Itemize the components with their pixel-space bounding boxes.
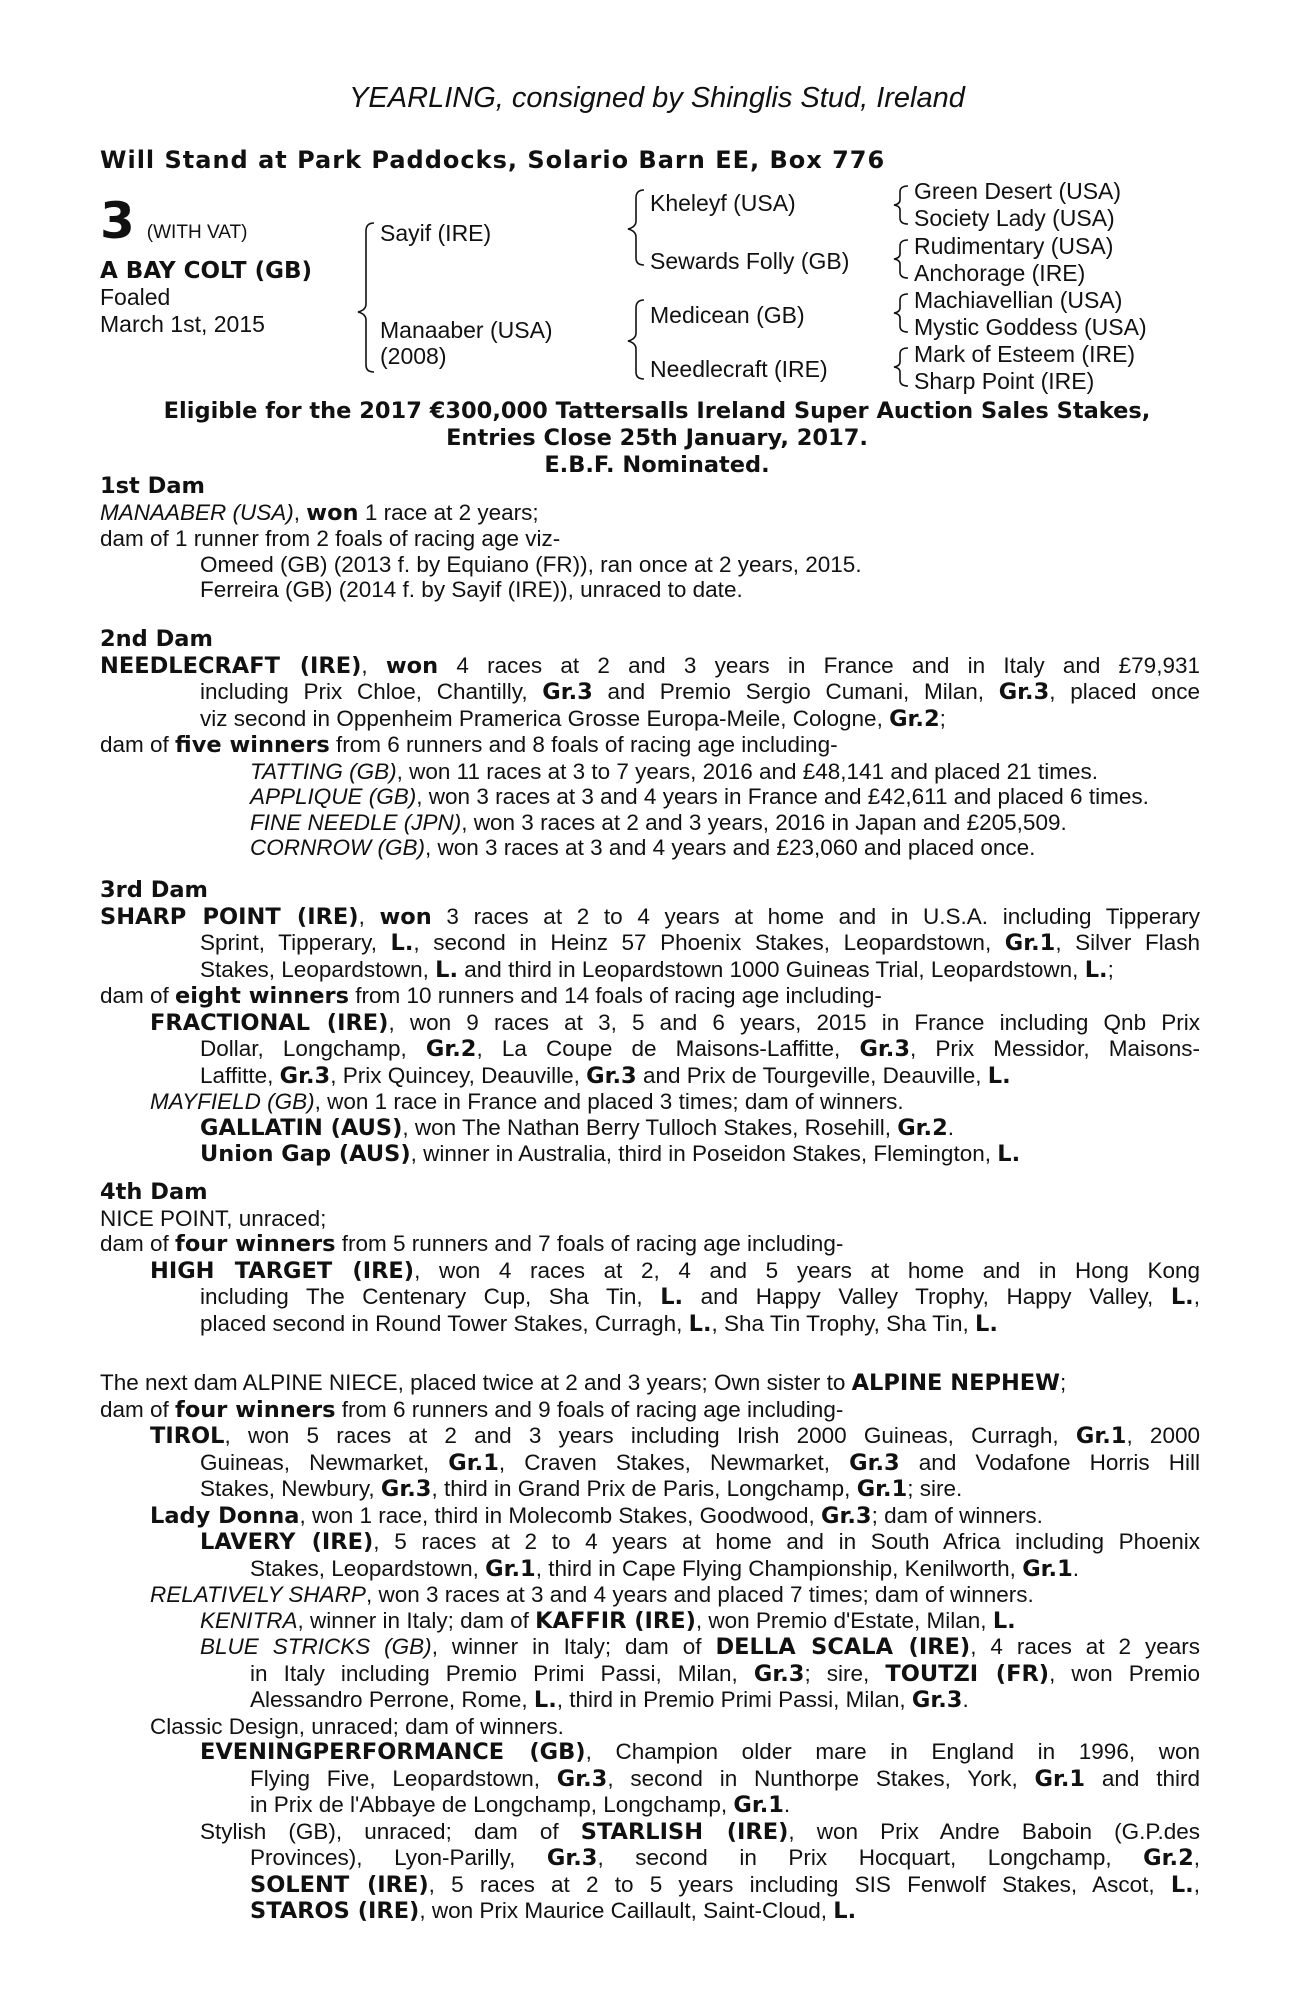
produce-entry: Lady Donna, won 1 race, third in Molecomb Stakes, Goodwood, Gr.3; dam of winners. [150, 1502, 1043, 1529]
produce-entry-cont: Dollar, Longchamp, Gr.2, La Coupe de Maisons-Laffitte, Gr.3, Prix Messidor, Maisons- [200, 1036, 1200, 1062]
produce-entry: RELATIVELY SHARP, won 3 races at 3 and 4 years and placed 7 times; dam of winners. [150, 1582, 1034, 1607]
dam-record-cont: including Prix Chloe, Chantilly, Gr.3 and Premio Sergio Cumani, Milan, Gr.3, placed once [200, 679, 1200, 705]
produce-entry-cont: Guineas, Newmarket, Gr.1, Craven Stakes, Newmarket, Gr.3 and Vodafone Horris Hill [200, 1449, 1200, 1476]
pedigree-sire-dam: Sewards Folly (GB) [650, 248, 850, 274]
produce-entry: Stylish (GB), unraced; dam of STARLISH (IRE), won Prix Andre Baboin (G.P.des [200, 1818, 1200, 1845]
pedigree-dss: Machiavellian (USA) [914, 287, 1123, 313]
produce-entry-cont: including The Centenary Cup, Sha Tin, L. and Happy Valley Trophy, Happy Valley, L., [200, 1284, 1200, 1310]
pedigree-dds: Mark of Esteem (IRE) [914, 341, 1136, 367]
dam-record: NICE POINT, unraced; [100, 1205, 327, 1231]
stand-location: Will Stand at Park Paddocks, Solario Barn EE, Box 776 [100, 146, 886, 174]
produce-summary: dam of four winners from 6 runners and 9 foals of racing age including- [100, 1396, 844, 1423]
section-heading: 4th Dam [100, 1179, 208, 1205]
second-dam-section [100, 627, 1200, 861]
produce-entry: GALLATIN (AUS), won The Nathan Berry Tulloch Stakes, Rosehill, Gr.2. [200, 1114, 955, 1141]
pedigree-ssd: Society Lady (USA) [914, 205, 1115, 231]
eligibility-line: E.B.F. Nominated. [544, 452, 770, 478]
dam-record: NEEDLECRAFT (IRE), won 4 races at 2 and 3 years in France and in Italy and £79,931 [100, 652, 1200, 679]
foaled-label: Foaled [100, 284, 171, 310]
next-dam-section [100, 1370, 1200, 1925]
produce-entry: Union Gap (AUS), winner in Australia, third in Poseidon Stakes, Flemington, L. [200, 1141, 1021, 1167]
produce-entry: CORNROW (GB), won 3 races at 3 and 4 years and £23,060 and placed once. [250, 835, 1036, 860]
produce-entry: APPLIQUE (GB), won 3 races at 3 and 4 years in France and £42,611 and placed 6 times. [250, 784, 1149, 809]
third-dam-section [100, 878, 1200, 1168]
produce-entry: LAVERY (IRE), 5 races at 2 to 4 years at home and in South Africa including Phoenix [200, 1529, 1200, 1555]
dam-record-cont: Sprint, Tipperary, L., second in Heinz 57 Phoenix Stakes, Leopardstown, Gr.1, Silver Flash [200, 930, 1200, 956]
dam-record: MANAABER (USA), won 1 race at 2 years; [100, 499, 539, 526]
produce-entry-cont: Flying Five, Leopardstown, Gr.3, second in Nunthorpe Stakes, York, Gr.1 and third [250, 1765, 1200, 1792]
produce-summary: dam of five winners from 6 runners and 8 foals of racing age including- [100, 732, 838, 758]
page-heading: YEARLING, consigned by Shinglis Stud, Ireland [349, 82, 965, 114]
produce-entry: Classic Design, unraced; dam of winners. [150, 1713, 564, 1739]
dam-record: The next dam ALPINE NIECE, placed twice at 2 and 3 years; Own sister to ALPINE NEPHEW; [100, 1370, 1067, 1396]
eligibility-line: Eligible for the 2017 €300,000 Tattersalls Ireland Super Auction Sales Stakes, [163, 398, 1151, 424]
produce-entry: HIGH TARGET (IRE), won 4 races at 2, 4 and 5 years at home and in Hong Kong [150, 1257, 1201, 1284]
lot-description: A BAY COLT (GB) [100, 258, 313, 284]
produce-entry: MAYFIELD (GB), won 1 race in France and placed 3 times; dam of winners. [150, 1089, 904, 1114]
produce-summary: dam of eight winners from 10 runners and 14 foals of racing age including- [100, 983, 882, 1009]
dam-record: SHARP POINT (IRE), won 3 races at 2 to 4 years at home and in U.S.A. including Tipperary [100, 903, 1200, 930]
fourth-dam-section [100, 1180, 1200, 1337]
produce-entry-cont: Alessandro Perrone, Rome, L., third in Premio Primi Passi, Milan, Gr.3. [250, 1687, 969, 1713]
eligibility-note [0, 398, 1314, 479]
section-heading: 2nd Dam [100, 626, 213, 652]
vat-note: (WITH VAT) [146, 222, 248, 243]
produce-summary: dam of 1 runner from 2 foals of racing age viz- [100, 526, 561, 551]
produce-entry: KENITRA, winner in Italy; dam of KAFFIR (IRE), won Premio d'Estate, Milan, L. [200, 1607, 1016, 1634]
produce-entry-cont: Stakes, Leopardstown, Gr.1, third in Cape Flying Championship, Kenilworth, Gr.1. [250, 1555, 1080, 1582]
produce-entry: FINE NEEDLE (JPN), won 3 races at 2 and 3 years, 2016 in Japan and £205,509. [250, 809, 1067, 835]
produce-entry: FRACTIONAL (IRE), won 9 races at 3, 5 and 6 years, 2015 in France including Qnb Prix [150, 1009, 1200, 1036]
pedigree-dsd: Mystic Goddess (USA) [914, 314, 1147, 340]
pedigree-sdd: Anchorage (IRE) [914, 260, 1086, 286]
pedigree-dam-sire: Medicean (GB) [650, 302, 805, 328]
eligibility-line: Entries Close 25th January, 2017. [446, 425, 868, 451]
pedigree-sire-sire: Kheleyf (USA) [650, 190, 796, 216]
pedigree-ddd: Sharp Point (IRE) [914, 368, 1095, 394]
produce-entry-cont: in Prix de l'Abbaye de Longchamp, Longchamp, Gr.1. [250, 1792, 791, 1818]
produce-entry: Omeed (GB) (2013 f. by Equiano (FR)), ran once at 2 years, 2015. [200, 551, 862, 577]
section-heading: 1st Dam [100, 473, 205, 499]
pedigree-sss: Green Desert (USA) [914, 178, 1122, 204]
pedigree-sire: Sayif (IRE) [380, 220, 492, 246]
produce-summary: dam of four winners from 5 runners and 7 foals of racing age including- [100, 1231, 844, 1257]
dam-record-cont: viz second in Oppenheim Pramerica Grosse Europa-Meile, Cologne, Gr.2; [200, 705, 946, 732]
produce-entry-cont: in Italy including Premio Primi Passi, Milan, Gr.3; sire, TOUTZI (FR), won Premio [250, 1660, 1200, 1687]
produce-entry-cont: placed second in Round Tower Stakes, Curragh, L., Sha Tin Trophy, Sha Tin, L. [200, 1310, 998, 1337]
first-dam-section [100, 474, 1200, 603]
pedigree-dam-dam: Needlecraft (IRE) [650, 356, 828, 382]
dam-record-cont: Stakes, Leopardstown, L. and third in Leopardstown 1000 Guineas Trial, Leopardstown, L.; [200, 956, 1114, 983]
produce-entry-cont: Provinces), Lyon-Parilly, Gr.3, second in Prix Hocquart, Longchamp, Gr.2, [250, 1845, 1200, 1871]
produce-entry-cont: Laffitte, Gr.3, Prix Quincey, Deauville, Gr.3 and Prix de Tourgeville, Deauville, L. [200, 1062, 1011, 1089]
pedigree-dam: Manaaber (USA) [380, 317, 553, 343]
produce-entry: TATTING (GB), won 11 races at 3 to 7 years, 2016 and £48,141 and placed 21 times. [250, 758, 1098, 784]
produce-entry: SOLENT (IRE), 5 races at 2 to 5 years including SIS Fenwolf Stakes, Ascot, L., [250, 1871, 1200, 1898]
section-heading: 3rd Dam [100, 877, 208, 903]
produce-entry: STAROS (IRE), won Prix Maurice Caillault, Saint-Cloud, L. [250, 1898, 857, 1924]
produce-entry: BLUE STRICKS (GB), winner in Italy; dam of DELLA SCALA (IRE), 4 races at 2 years [200, 1634, 1200, 1660]
lot-number: 3 [100, 192, 135, 250]
pedigree-sds: Rudimentary (USA) [914, 233, 1114, 259]
produce-entry-cont: Stakes, Newbury, Gr.3, third in Grand Prix de Paris, Longchamp, Gr.1; sire. [200, 1476, 963, 1502]
produce-entry: EVENINGPERFORMANCE (GB), Champion older mare in England in 1996, won [200, 1739, 1200, 1765]
produce-entry: Ferreira (GB) (2014 f. by Sayif (IRE)), unraced to date. [200, 577, 743, 602]
foaled-date: March 1st, 2015 [100, 311, 265, 337]
pedigree-dam-year: (2008) [380, 343, 447, 369]
produce-entry: TIROL, won 5 races at 2 and 3 years including Irish 2000 Guineas, Curragh, Gr.1, 2000 [150, 1423, 1200, 1449]
